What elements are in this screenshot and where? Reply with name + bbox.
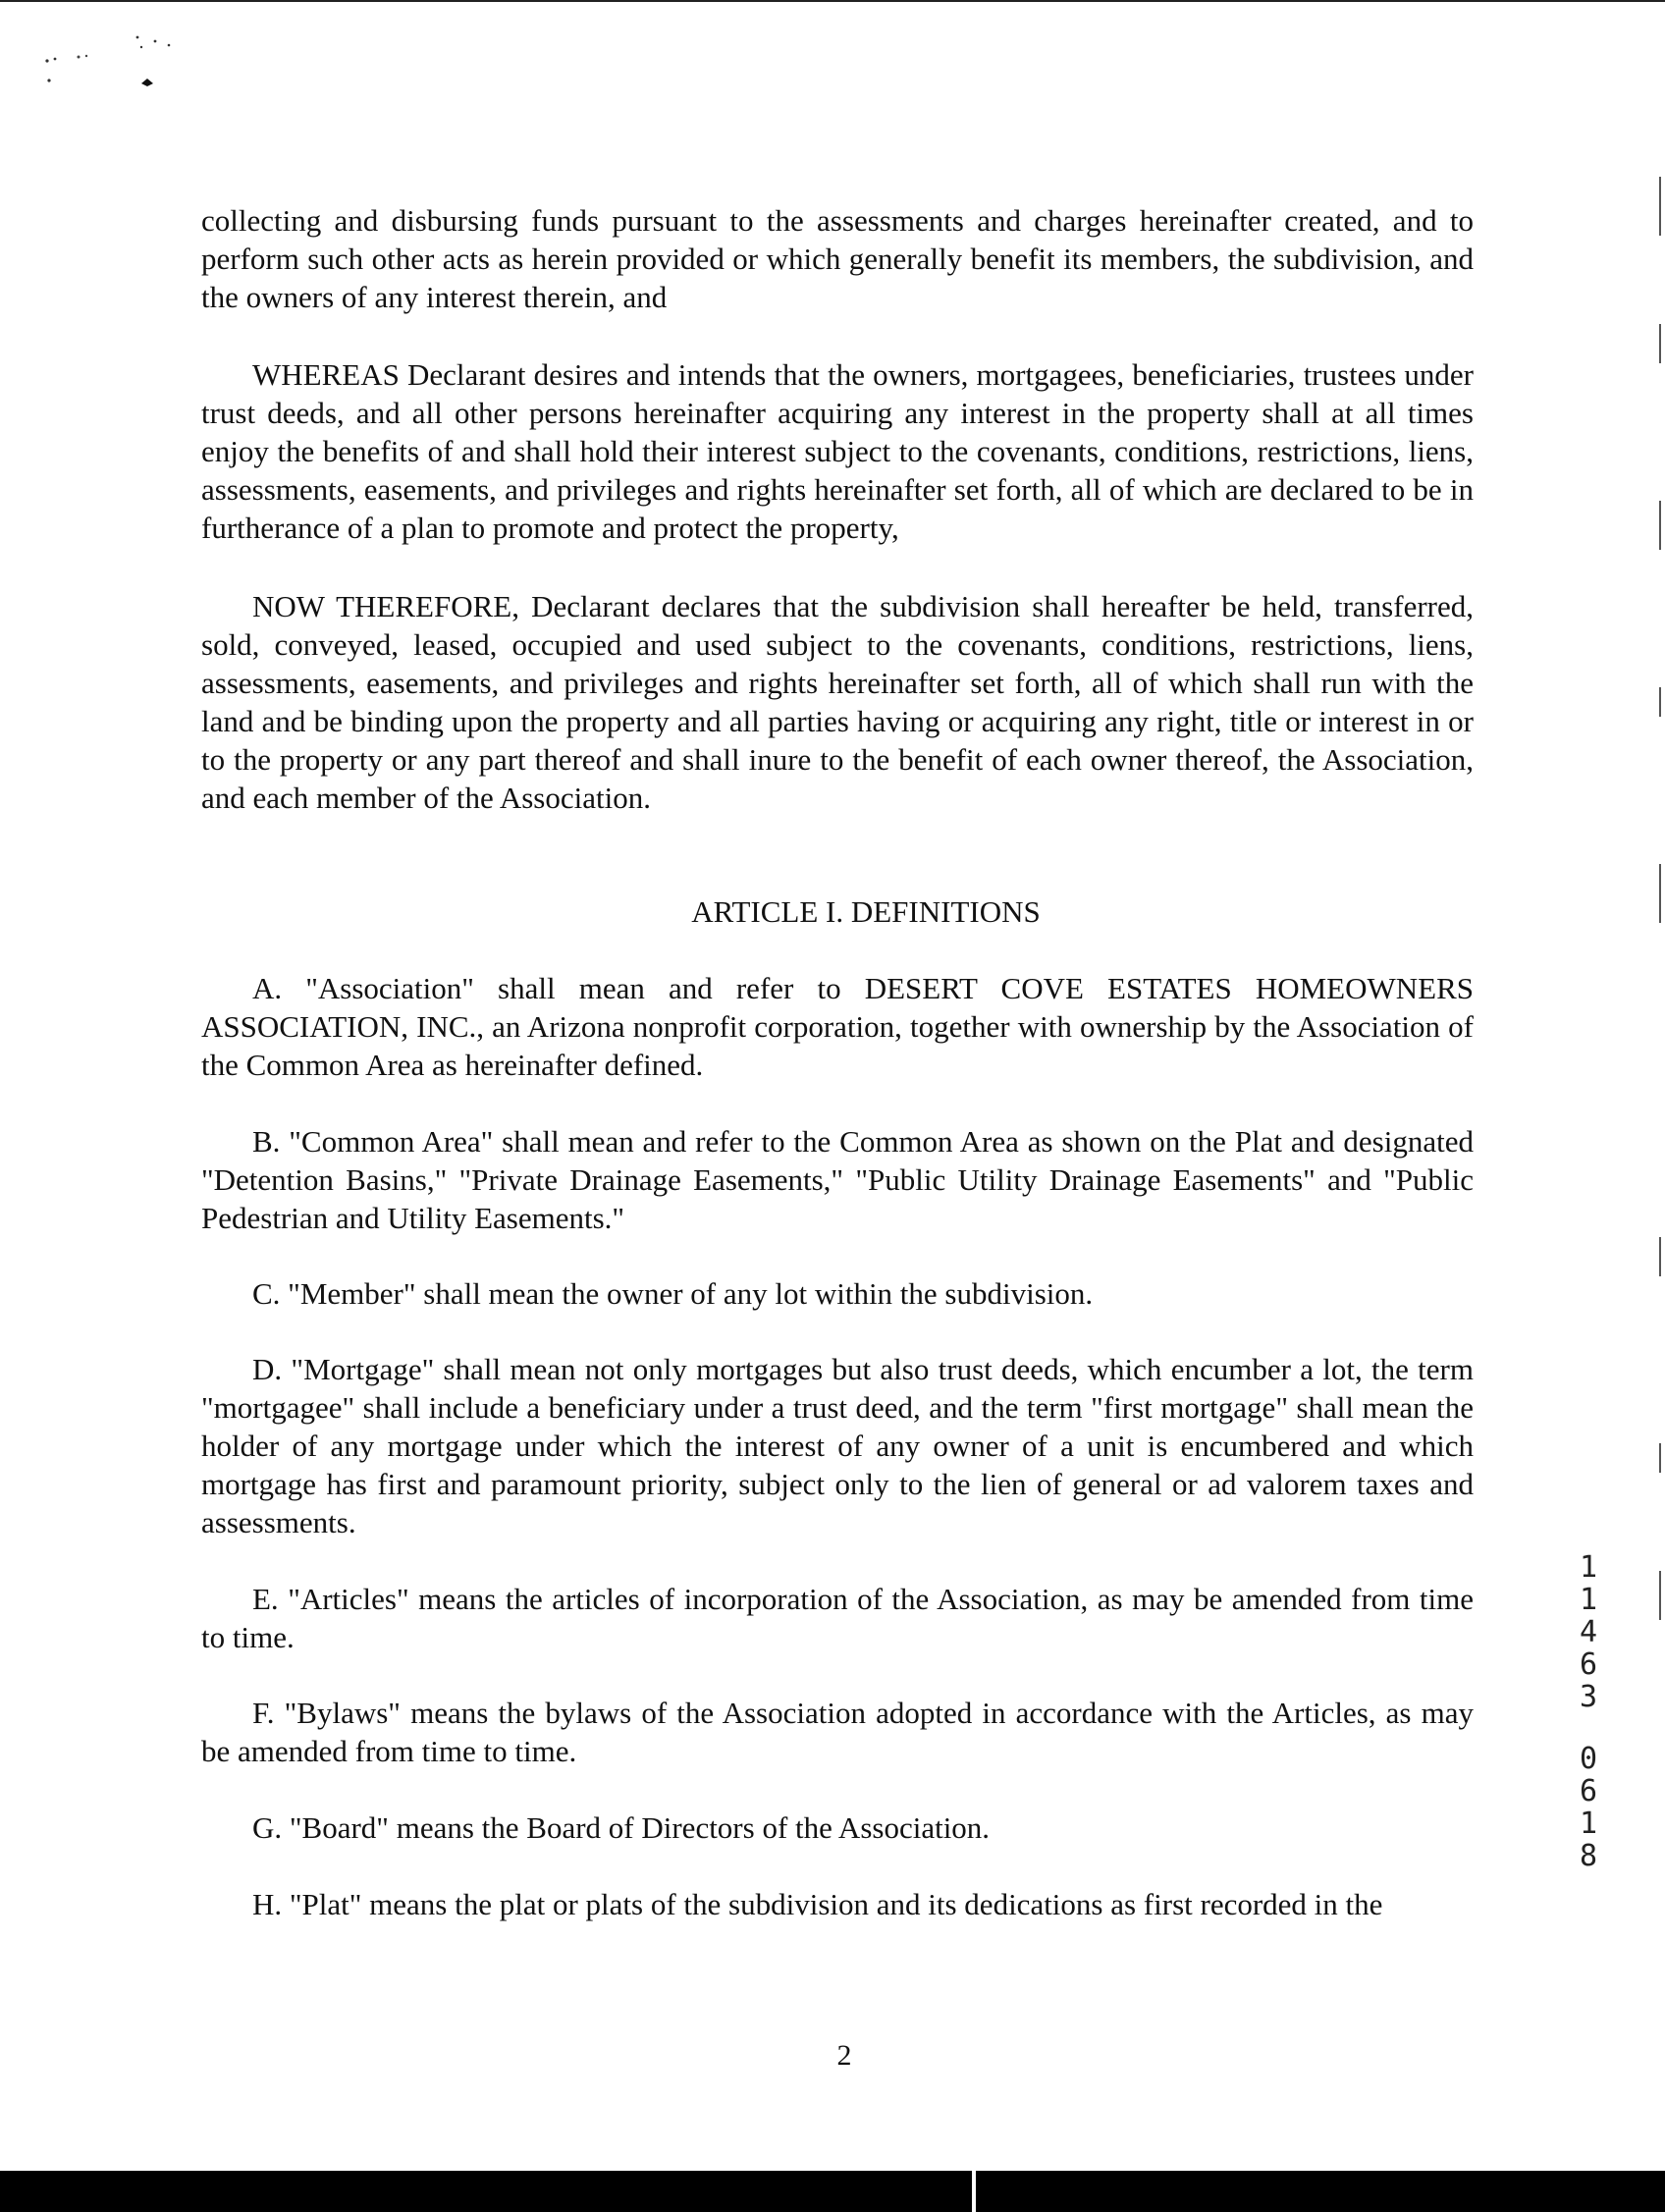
definition-a: A. "Association" shall mean and refer to DESERT COVE ESTATES HOMEOWNERS ASSOCIATION, INC., an Arizona nonprofit corporation, together with ownership by the Association of the Common Area as hereinafter defined.: [201, 971, 1474, 1082]
definition-c: C. "Member" shall mean the owner of any lot within the subdivision.: [252, 1276, 1094, 1311]
scan-bar-notch: [972, 2171, 976, 2212]
stamp-gap: [1569, 1713, 1608, 1743]
article-heading: ARTICLE I. DEFINITIONS: [691, 894, 1041, 929]
definition-h: H. "Plat" means the plat or plats of the subdivision and its dedications as first recorded in the: [252, 1887, 1383, 1921]
stamp-digit: 1: [1579, 1550, 1598, 1585]
stamp-digit: 3: [1579, 1680, 1598, 1714]
definition-e: E. "Articles" means the articles of incorporation of the Association, as may be amended from time to time.: [201, 1582, 1474, 1654]
definition-g: G. "Board" means the Board of Directors of the Association.: [252, 1810, 991, 1845]
scan-top-edge: [0, 0, 1665, 2]
stamp-digit: 1: [1579, 1807, 1598, 1841]
scan-specks: [39, 29, 206, 98]
recording-stamp: [1569, 1551, 1608, 1872]
definition-b: B. "Common Area" shall mean and refer to the Common Area as shown on the Plat and designated "Detention Basins," "Private Drainage Easements," "Public Utility Drainage Easements" and "Public Pedestrian and Utility Easements.": [201, 1124, 1474, 1235]
definition-f: F. "Bylaws" means the bylaws of the Association adopted in accordance with the Articles, as may be amended from time to time.: [201, 1696, 1474, 1768]
paragraph-now-therefore: NOW THEREFORE, Declarant declares that the subdivision shall hereafter be held, transferred, sold, conveyed, leased, occupied and used subject to the covenants, conditions, restrictions, liens, assessments, easements, and privileges and rights hereinafter set forth, all of which shall run with the land and be binding upon the property and all parties having or acquiring any right, title or interest in or to the property or any part thereof and shall inure to the benefit of each owner thereof, the Association, and each member of the Association.: [201, 589, 1474, 815]
stamp-digit: 6: [1579, 1774, 1598, 1808]
page-number: 2: [836, 2039, 852, 2072]
stamp-digit: 4: [1579, 1615, 1598, 1649]
paragraph-continuation: collecting and disbursing funds pursuant to the assessments and charges hereinafter created, and to perform such other acts as herein provided or which generally benefit its members, the subdivision, and the owners of any interest therein, and: [201, 203, 1474, 314]
scan-edge-marks: [1659, 177, 1662, 1649]
definition-d: D. "Mortgage" shall mean not only mortgages but also trust deeds, which encumber a lot, the term "mortgagee" shall include a beneficiary under a trust deed, and the term "first mortgage" shall mean the holder of any mortgage under which the interest of any owner of a unit is encumbered and which mortgage has first and paramount priority, subject only to the lien of general or ad valorem taxes and assessments.: [201, 1352, 1474, 1539]
paragraph-whereas: WHEREAS Declarant desires and intends that the owners, mortgagees, beneficiaries, trustees under trust deeds, and all other persons hereinafter acquiring any interest in the property shall at all times enjoy the benefits of and shall hold their interest subject to the covenants, conditions, restrictions, liens, assessments, easements, and privileges and rights hereinafter set forth, all of which are declared to be in furtherance of a plan to promote and protect the property,: [201, 357, 1474, 545]
stamp-digit: 0: [1579, 1742, 1598, 1776]
stamp-digit: 8: [1579, 1839, 1598, 1873]
scan-bottom-bar: [0, 2171, 1665, 2212]
stamp-digit: 6: [1579, 1647, 1598, 1682]
stamp-digit: 1: [1579, 1583, 1598, 1617]
